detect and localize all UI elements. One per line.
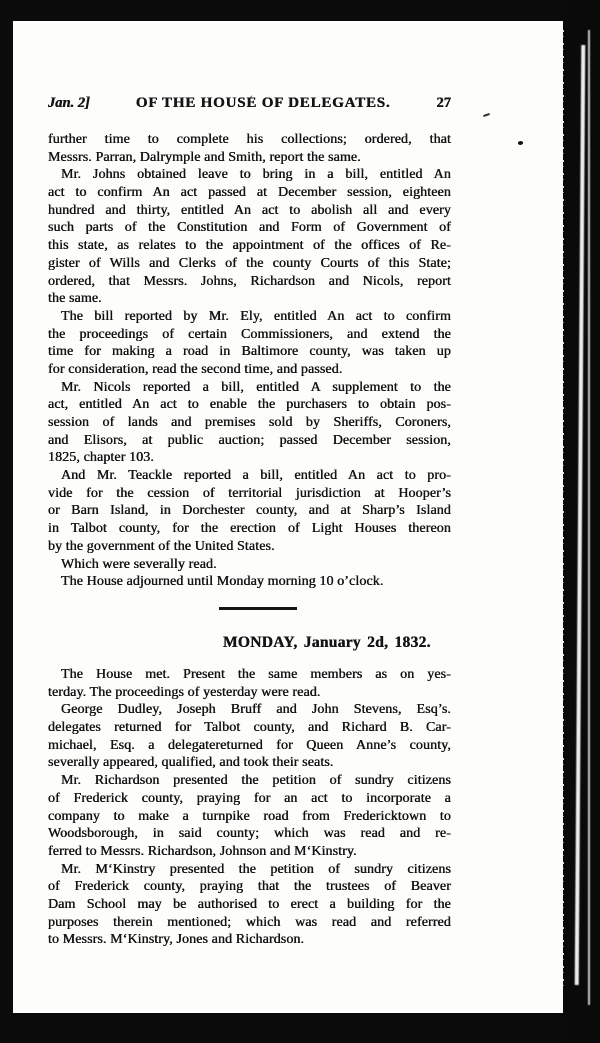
text-line: act to confirm An act passed at December session, eighteen bbox=[48, 185, 451, 201]
text-line: or Barn Island, in Dorchester county, and at Sharp’s Island bbox=[48, 503, 451, 519]
text-line: to Messrs. M‘Kinstry, Jones and Richardson. bbox=[48, 932, 305, 948]
text-line: in Talbot county, for the erection of Light Houses thereon bbox=[48, 521, 451, 537]
header-page-number: 27 bbox=[436, 95, 451, 111]
text-line: purposes therein mentioned; which was read and referred bbox=[48, 914, 451, 930]
text-line: George Dudley, Joseph Bruff and John Stevens, Esq’s. bbox=[61, 702, 451, 718]
ink-speck-tick-icon bbox=[483, 113, 490, 117]
text-line: ferred to Messrs. Richardson, Johnson and M‘Kinstry. bbox=[48, 843, 357, 859]
text-line: 1825, chapter 103. bbox=[48, 450, 154, 466]
text-line: ordered, that Messrs. Johns, Richardson and Nicols, report bbox=[48, 273, 451, 289]
text-line: Mr. Nicols reported a bill, entitled A supplement to the bbox=[61, 379, 451, 395]
text-line: And Mr. Teackle reported a bill, entitled An act to pro- bbox=[61, 468, 451, 484]
text-line: further time to complete his collections; ordered, that bbox=[48, 132, 451, 147]
text-line: Mr. M‘Kinstry presented the petition of sundry citizens bbox=[61, 861, 451, 877]
text-line: for consideration, read the second time, and passed. bbox=[48, 361, 343, 377]
book-page bbox=[13, 21, 566, 1013]
text-line: of Frederick county, praying for an act to incorporate a bbox=[48, 790, 451, 806]
section-divider-rule bbox=[219, 607, 297, 610]
text-line: this state, as relates to the appointment of the offices of Re- bbox=[48, 238, 451, 254]
text-line: of Frederick county, praying that the trustees of Beaver bbox=[48, 879, 451, 895]
text-line: gister of Wills and Clerks of the county Courts of this State; bbox=[48, 255, 451, 271]
text-line: Messrs. Parran, Dalrymple and Smith, report the same. bbox=[48, 149, 361, 165]
text-line: by the government of the United States. bbox=[48, 538, 275, 554]
journal-text-section-1 bbox=[48, 131, 451, 591]
header-title: OF THE HOUSE OF DELEGATES. bbox=[135, 95, 391, 111]
text-line: severally appeared, qualified, and took their seats. bbox=[48, 755, 334, 771]
text-line: The bill reported by Mr. Ely, entitled An act to confirm bbox=[61, 308, 451, 324]
journal-text-section-2 bbox=[48, 666, 451, 949]
text-line: terday. The proceedings of yesterday were read. bbox=[48, 684, 321, 700]
ink-speck-dot-icon bbox=[517, 140, 523, 146]
text-line: Mr. Johns obtained leave to bring in a bill, entitled An bbox=[61, 167, 451, 183]
binding-light-streak-icon bbox=[588, 30, 590, 1005]
text-line: Dam School may be authorised to erect a building for the bbox=[48, 896, 451, 912]
book-binding-edge bbox=[563, 0, 600, 1043]
text-line: Woodsborough, in said county; which was read and re- bbox=[48, 826, 451, 842]
text-line: The House met. Present the same members as on yes- bbox=[61, 667, 451, 682]
text-line: and Elisors, at public auction; passed December session, bbox=[48, 432, 451, 448]
text-line: act, entitled An act to enable the purchasers to obtain pos- bbox=[48, 397, 451, 413]
text-line: session of lands and premises sold by Sheriffs, Coroners, bbox=[48, 415, 451, 430]
binding-light-streak-icon bbox=[575, 45, 586, 985]
text-line: Mr. Richardson presented the petition of sundry citizens bbox=[61, 773, 451, 789]
text-line: Which were severally read. bbox=[61, 556, 217, 572]
header-date-marker: Jan. 2] bbox=[48, 95, 90, 111]
text-line: the proceedings of certain Commissioners, and extend the bbox=[48, 326, 451, 342]
text-line: time for making a road in Baltimore county, was taken up bbox=[48, 344, 451, 360]
session-date-heading: MONDAY, January 2d, 1832. bbox=[223, 634, 431, 651]
text-line: company to make a turnpike road from Fredericktown to bbox=[48, 808, 451, 824]
text-line: delegates returned for Talbot county, and Richard B. Car- bbox=[48, 720, 451, 736]
text-line: such parts of the Constitution and Form of Government of bbox=[48, 220, 451, 236]
text-line: hundred and thirty, entitled An act to abolish all and every bbox=[48, 202, 451, 218]
text-line: The House adjourned until Monday morning 10 o’clock. bbox=[61, 574, 384, 590]
text-line: michael, Esq. a delegatereturned for Queen Anne’s county, bbox=[48, 737, 451, 753]
text-line: the same. bbox=[48, 291, 102, 307]
text-line: vide for the cession of territorial jurisdiction at Hooper’s bbox=[48, 485, 451, 501]
